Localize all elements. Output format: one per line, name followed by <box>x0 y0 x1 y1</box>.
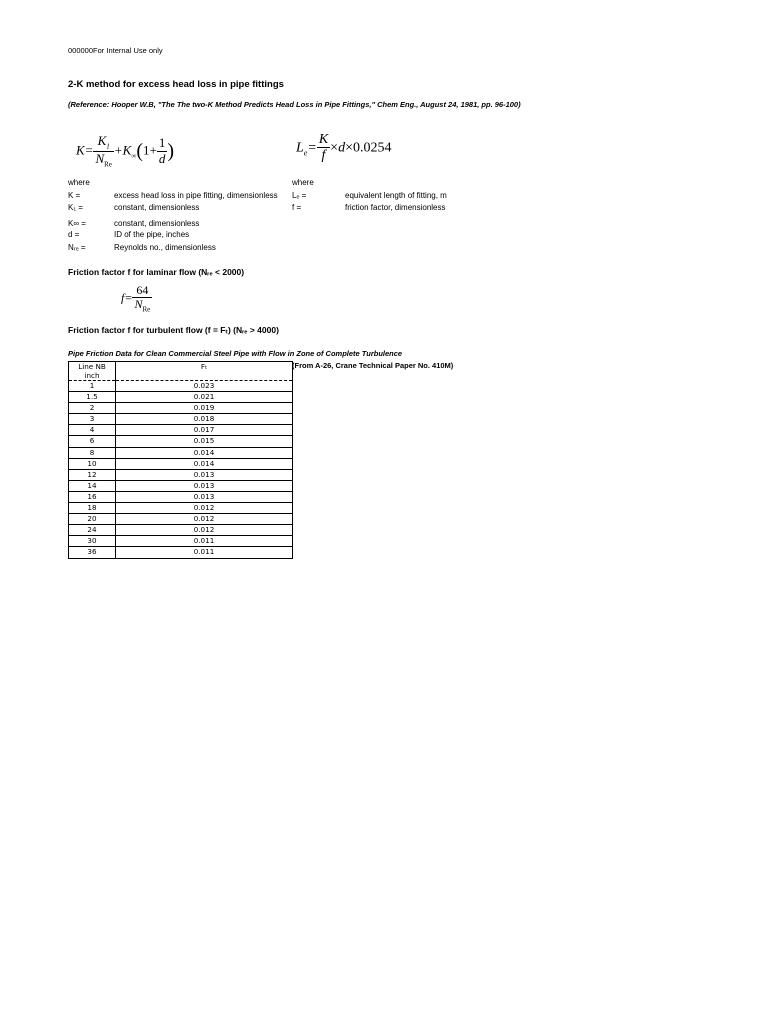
cell-friction-factor: 0.021 <box>116 392 293 403</box>
turbulent-flow-heading: Friction factor f for turbulent flow (f = Fₜ) (Nᵣₑ > 4000) <box>68 325 279 335</box>
table-row <box>69 480 293 491</box>
def-symbol: K₁ = <box>68 203 83 212</box>
table-row <box>69 414 293 425</box>
column-header-ft: Fₜ <box>116 362 293 381</box>
cell-friction-factor: 0.011 <box>116 547 293 558</box>
table-row <box>69 436 293 447</box>
cell-line-nb: 16 <box>69 491 116 502</box>
cell-friction-factor: 0.012 <box>116 525 293 536</box>
cell-friction-factor: 0.023 <box>116 381 293 392</box>
table-row <box>69 503 293 514</box>
def-description: constant, dimensionless <box>114 219 200 228</box>
def-description: constant, dimensionless <box>114 203 200 212</box>
def-description: friction factor, dimensionless <box>345 203 446 212</box>
def-description: equivalent length of fitting, m <box>345 191 447 200</box>
cell-line-nb: 3 <box>69 414 116 425</box>
cell-line-nb: 12 <box>69 469 116 480</box>
def-symbol: K = <box>68 191 81 200</box>
table-source-note: (From A-26, Crane Technical Paper No. 410M) <box>292 361 454 370</box>
cell-line-nb: 6 <box>69 436 116 447</box>
table-body <box>69 381 293 559</box>
cell-friction-factor: 0.017 <box>116 425 293 436</box>
cell-line-nb: 18 <box>69 503 116 514</box>
cell-line-nb: 36 <box>69 547 116 558</box>
fraction-k1-nre: $\frac{K_1}{N_{Re}}$ <box>95 133 112 169</box>
cell-friction-factor: 0.011 <box>116 536 293 547</box>
internal-use-note: 000000For Internal Use only <box>68 46 163 55</box>
cell-line-nb: 1 <box>69 381 116 392</box>
reference-citation: (Reference: Hooper W.B, "The The two-K Method Predicts Head Loss in Pipe Fittings," Chem Eng., August 24, 1981, pp. 96-100) <box>68 100 521 109</box>
cell-friction-factor: 0.014 <box>116 447 293 458</box>
cell-line-nb: 8 <box>69 447 116 458</box>
table-row <box>69 525 293 536</box>
table-row <box>69 514 293 525</box>
table-row <box>69 536 293 547</box>
table-row <box>69 491 293 502</box>
def-symbol: d = <box>68 230 80 239</box>
cell-friction-factor: 0.013 <box>116 491 293 502</box>
table-row <box>69 458 293 469</box>
table-header-row <box>69 362 293 381</box>
cell-friction-factor: 0.013 <box>116 469 293 480</box>
def-symbol: K∞ = <box>68 219 86 228</box>
cell-friction-factor: 0.018 <box>116 414 293 425</box>
cell-line-nb: 10 <box>69 458 116 469</box>
cell-friction-factor: 0.019 <box>116 403 293 414</box>
cell-line-nb: 30 <box>69 536 116 547</box>
page-title: 2-K method for excess head loss in pipe fittings <box>68 79 284 90</box>
cell-friction-factor: 0.014 <box>116 458 293 469</box>
laminar-flow-heading: Friction factor f for laminar flow (Nᵣₑ < 2000) <box>68 267 245 277</box>
formula-laminar-friction: f= $\frac{64}{N_{Re}}$ <box>121 283 151 314</box>
table-row <box>69 392 293 403</box>
column-header-unit: inch <box>84 371 100 380</box>
formula-equivalent-length: $L_e=$ $\frac{K}{f}$ ×d×0.0254 <box>296 132 392 164</box>
def-description: ID of the pipe, inches <box>114 230 190 239</box>
cell-friction-factor: 0.013 <box>116 480 293 491</box>
formula-k: K= $\frac{K_1}{N_{Re}}$ $+K_\infty(1+$ $\frac{1}{d}$ ) <box>76 133 175 169</box>
cell-line-nb: 20 <box>69 514 116 525</box>
cell-line-nb: 24 <box>69 525 116 536</box>
table-row <box>69 403 293 414</box>
def-description: excess head loss in pipe fitting, dimensionless <box>114 191 278 200</box>
pipe-friction-table <box>68 361 293 559</box>
where-label-right: where <box>292 178 314 187</box>
table-caption: Pipe Friction Data for Clean Commercial Steel Pipe with Flow in Zone of Complete Turbulence <box>68 349 403 358</box>
def-description: Reynolds no., dimensionless <box>114 243 216 252</box>
cell-friction-factor: 0.012 <box>116 503 293 514</box>
table-row <box>69 447 293 458</box>
cell-line-nb: 14 <box>69 480 116 491</box>
def-symbol: Lₑ = <box>292 191 307 200</box>
where-label-left: where <box>68 178 90 187</box>
cell-line-nb: 2 <box>69 403 116 414</box>
cell-line-nb: 1.5 <box>69 392 116 403</box>
table-row <box>69 425 293 436</box>
cell-line-nb: 4 <box>69 425 116 436</box>
cell-friction-factor: 0.012 <box>116 514 293 525</box>
column-header-line-nb-text: Line NB <box>78 362 106 371</box>
column-header-line-nb <box>69 362 116 381</box>
table-row <box>69 547 293 558</box>
table-row <box>69 381 293 392</box>
def-symbol: Nᵣₑ = <box>68 243 86 252</box>
cell-friction-factor: 0.015 <box>116 436 293 447</box>
def-symbol: f = <box>292 203 302 212</box>
table-row <box>69 469 293 480</box>
